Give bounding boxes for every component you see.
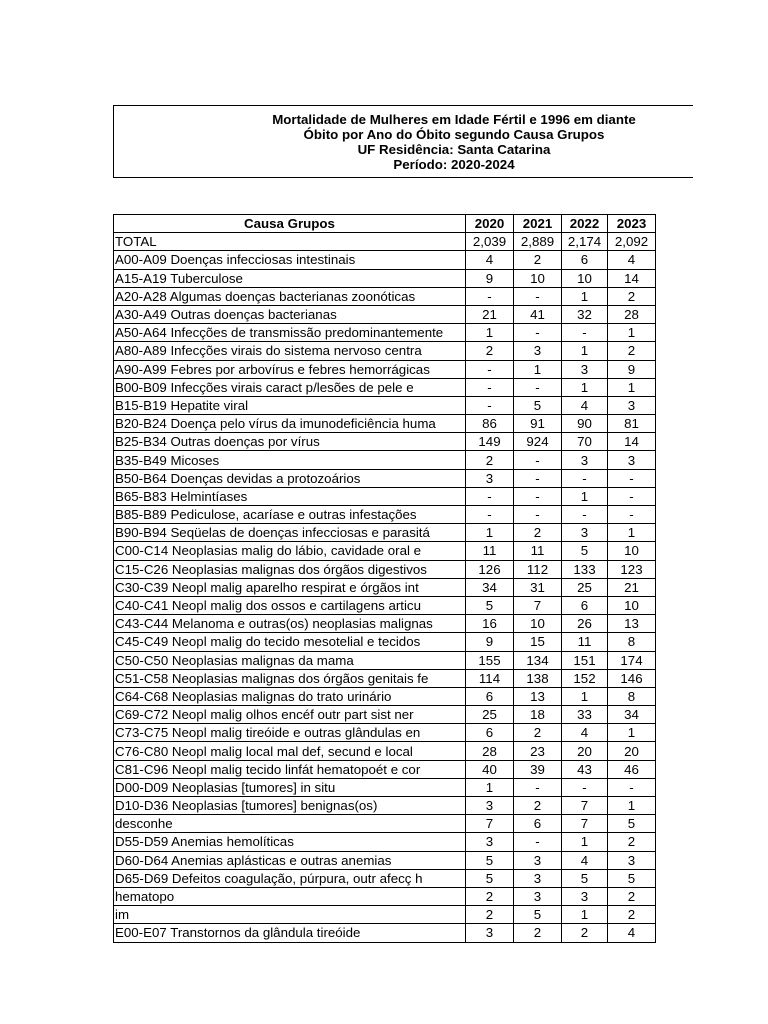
value-cell-2020: 6	[466, 724, 514, 742]
value-cell-2023: 46	[608, 760, 656, 778]
value-cell-2020: 2	[466, 887, 514, 905]
table-row	[114, 924, 656, 942]
value-cell-2022: 5	[562, 542, 608, 560]
cause-cell: B35-B49 Micoses	[114, 451, 466, 469]
value-cell-2023: 3	[608, 451, 656, 469]
value-cell-2022: 4	[562, 851, 608, 869]
value-cell-2022: 32	[562, 305, 608, 323]
cause-cell: C69-C72 Neopl malig olhos encéf outr part sist ner	[114, 706, 466, 724]
value-cell-2022: 2	[562, 924, 608, 942]
table-row	[114, 869, 656, 887]
cause-cell: C43-C44 Melanoma e outras(os) neoplasias malignas	[114, 615, 466, 633]
value-cell-2023: 2	[608, 887, 656, 905]
value-cell-2020: 155	[466, 651, 514, 669]
table-row	[114, 742, 656, 760]
table-row	[114, 760, 656, 778]
value-cell-2020: 1	[466, 524, 514, 542]
value-cell-2021: 13	[514, 687, 562, 705]
cause-cell: D00-D09 Neoplasias [tumores] in situ	[114, 778, 466, 796]
value-cell-2021: 3	[514, 851, 562, 869]
value-cell-2022: 3	[562, 524, 608, 542]
value-cell-2022: 1	[562, 833, 608, 851]
value-cell-2021: 11	[514, 542, 562, 560]
value-cell-2020: 2	[466, 906, 514, 924]
value-cell-2023: 10	[608, 542, 656, 560]
cause-cell: A00-A09 Doenças infecciosas intestinais	[114, 251, 466, 269]
table-row	[114, 887, 656, 905]
cause-cell: TOTAL	[114, 233, 466, 251]
table-row	[114, 651, 656, 669]
table-row	[114, 833, 656, 851]
column-header-cause: Causa Grupos	[114, 215, 466, 233]
table-row	[114, 233, 656, 251]
value-cell-2021: 1	[514, 360, 562, 378]
cause-cell: C76-C80 Neopl malig local mal def, secund e local	[114, 742, 466, 760]
table-row	[114, 778, 656, 796]
value-cell-2021: -	[514, 324, 562, 342]
value-cell-2022: 4	[562, 396, 608, 414]
value-cell-2023: -	[608, 487, 656, 505]
table-header-row	[114, 215, 656, 233]
value-cell-2020: 2,039	[466, 233, 514, 251]
value-cell-2022: 26	[562, 615, 608, 633]
cause-cell: D55-D59 Anemias hemolíticas	[114, 833, 466, 851]
table-row	[114, 687, 656, 705]
value-cell-2023: 2	[608, 833, 656, 851]
table-row	[114, 451, 656, 469]
cause-cell: B90-B94 Seqüelas de doenças infecciosas e parasitá	[114, 524, 466, 542]
value-cell-2022: 70	[562, 433, 608, 451]
value-cell-2021: 2	[514, 924, 562, 942]
value-cell-2023: 9	[608, 360, 656, 378]
value-cell-2020: -	[466, 396, 514, 414]
cause-cell: C64-C68 Neoplasias malignas do trato urinário	[114, 687, 466, 705]
table-row	[114, 906, 656, 924]
value-cell-2021: 18	[514, 706, 562, 724]
value-cell-2022: 3	[562, 887, 608, 905]
value-cell-2020: 1	[466, 324, 514, 342]
value-cell-2021: 2,889	[514, 233, 562, 251]
table-row	[114, 469, 656, 487]
value-cell-2021: 2	[514, 524, 562, 542]
value-cell-2022: 5	[562, 869, 608, 887]
value-cell-2021: 3	[514, 869, 562, 887]
value-cell-2022: 1	[562, 378, 608, 396]
value-cell-2021: 112	[514, 560, 562, 578]
value-cell-2020: 7	[466, 815, 514, 833]
value-cell-2021: 2	[514, 251, 562, 269]
value-cell-2023: 2	[608, 342, 656, 360]
table-row	[114, 324, 656, 342]
value-cell-2023: 81	[608, 415, 656, 433]
value-cell-2020: 5	[466, 851, 514, 869]
value-cell-2022: 6	[562, 596, 608, 614]
cause-cell: C15-C26 Neoplasias malignas dos órgãos digestivos	[114, 560, 466, 578]
value-cell-2020: -	[466, 487, 514, 505]
cause-cell: B15-B19 Hepatite viral	[114, 396, 466, 414]
cause-cell: D65-D69 Defeitos coagulação, púrpura, outr afecç h	[114, 869, 466, 887]
value-cell-2023: 8	[608, 687, 656, 705]
value-cell-2020: 34	[466, 578, 514, 596]
value-cell-2022: 7	[562, 815, 608, 833]
value-cell-2022: 10	[562, 269, 608, 287]
value-cell-2023: 1	[608, 324, 656, 342]
value-cell-2021: 10	[514, 615, 562, 633]
value-cell-2020: 21	[466, 305, 514, 323]
value-cell-2023: 1	[608, 524, 656, 542]
value-cell-2022: 1	[562, 687, 608, 705]
value-cell-2021: 134	[514, 651, 562, 669]
cause-cell: B50-B64 Doenças devidas a protozoários	[114, 469, 466, 487]
value-cell-2023: 123	[608, 560, 656, 578]
value-cell-2021: -	[514, 378, 562, 396]
cause-cell: A20-A28 Algumas doenças bacterianas zoonóticas	[114, 287, 466, 305]
value-cell-2023: 3	[608, 396, 656, 414]
value-cell-2023: 14	[608, 269, 656, 287]
value-cell-2023: -	[608, 778, 656, 796]
table-body	[114, 233, 656, 942]
value-cell-2022: 25	[562, 578, 608, 596]
value-cell-2021: 23	[514, 742, 562, 760]
value-cell-2020: 4	[466, 251, 514, 269]
cause-cell: A50-A64 Infecções de transmissão predominantemente	[114, 324, 466, 342]
value-cell-2020: -	[466, 506, 514, 524]
cause-cell: C73-C75 Neopl malig tireóide e outras glândulas en	[114, 724, 466, 742]
value-cell-2021: 5	[514, 396, 562, 414]
value-cell-2022: 151	[562, 651, 608, 669]
cause-cell: C81-C96 Neopl malig tecido linfát hematopoét e cor	[114, 760, 466, 778]
cause-cell: C51-C58 Neoplasias malignas dos órgãos genitais fe	[114, 669, 466, 687]
value-cell-2021: 91	[514, 415, 562, 433]
value-cell-2022: 7	[562, 797, 608, 815]
value-cell-2022: 152	[562, 669, 608, 687]
cause-cell: C45-C49 Neopl malig do tecido mesotelial e tecidos	[114, 633, 466, 651]
value-cell-2020: 25	[466, 706, 514, 724]
value-cell-2021: 3	[514, 887, 562, 905]
cause-cell: C00-C14 Neoplasias malig do lábio, cavidade oral e	[114, 542, 466, 560]
table-row	[114, 706, 656, 724]
value-cell-2020: 126	[466, 560, 514, 578]
table-row	[114, 487, 656, 505]
value-cell-2023: 5	[608, 869, 656, 887]
cause-cell: A90-A99 Febres por arbovírus e febres hemorrágicas	[114, 360, 466, 378]
report-subtitle: Óbito por Ano do Óbito segundo Causa Grupos	[303, 127, 605, 142]
value-cell-2023: 3	[608, 851, 656, 869]
value-cell-2023: 1	[608, 724, 656, 742]
value-cell-2021: 924	[514, 433, 562, 451]
value-cell-2020: 1	[466, 778, 514, 796]
value-cell-2020: -	[466, 287, 514, 305]
report-title: Mortalidade de Mulheres em Idade Fértil e 1996 em diante	[272, 112, 636, 127]
value-cell-2021: 3	[514, 342, 562, 360]
value-cell-2020: 5	[466, 596, 514, 614]
value-cell-2021: 15	[514, 633, 562, 651]
value-cell-2023: 4	[608, 251, 656, 269]
table-row	[114, 287, 656, 305]
table-row	[114, 669, 656, 687]
value-cell-2020: 40	[466, 760, 514, 778]
value-cell-2020: 149	[466, 433, 514, 451]
column-header-2020: 2020	[466, 215, 514, 233]
value-cell-2021: 39	[514, 760, 562, 778]
value-cell-2023: 20	[608, 742, 656, 760]
table-row	[114, 815, 656, 833]
table-row	[114, 633, 656, 651]
table-row	[114, 851, 656, 869]
value-cell-2022: 1	[562, 287, 608, 305]
value-cell-2020: 3	[466, 797, 514, 815]
table-row	[114, 305, 656, 323]
value-cell-2020: 6	[466, 687, 514, 705]
value-cell-2020: 2	[466, 342, 514, 360]
value-cell-2022: 6	[562, 251, 608, 269]
value-cell-2023: 1	[608, 797, 656, 815]
value-cell-2022: 4	[562, 724, 608, 742]
table-row	[114, 342, 656, 360]
value-cell-2022: 20	[562, 742, 608, 760]
table-row	[114, 560, 656, 578]
value-cell-2020: 9	[466, 633, 514, 651]
cause-cell: D10-D36 Neoplasias [tumores] benignas(os)	[114, 797, 466, 815]
cause-cell: D60-D64 Anemias aplásticas e outras anemias	[114, 851, 466, 869]
cause-cell: C30-C39 Neopl malig aparelho respirat e órgãos int	[114, 578, 466, 596]
value-cell-2022: -	[562, 324, 608, 342]
table-row	[114, 378, 656, 396]
table-row	[114, 433, 656, 451]
value-cell-2021: 31	[514, 578, 562, 596]
value-cell-2022: 2,174	[562, 233, 608, 251]
value-cell-2022: 3	[562, 360, 608, 378]
value-cell-2022: 33	[562, 706, 608, 724]
value-cell-2021: -	[514, 487, 562, 505]
value-cell-2021: -	[514, 287, 562, 305]
value-cell-2023: 8	[608, 633, 656, 651]
value-cell-2021: 41	[514, 305, 562, 323]
column-header-2021: 2021	[514, 215, 562, 233]
cause-cell: A15-A19 Tuberculose	[114, 269, 466, 287]
value-cell-2022: 90	[562, 415, 608, 433]
value-cell-2023: 28	[608, 305, 656, 323]
value-cell-2022: 11	[562, 633, 608, 651]
cause-cell: B85-B89 Pediculose, acaríase e outras infestações	[114, 506, 466, 524]
value-cell-2023: 5	[608, 815, 656, 833]
value-cell-2020: 114	[466, 669, 514, 687]
value-cell-2020: 9	[466, 269, 514, 287]
report-header	[113, 105, 693, 178]
table-row	[114, 596, 656, 614]
value-cell-2020: -	[466, 378, 514, 396]
value-cell-2020: 3	[466, 924, 514, 942]
value-cell-2021: -	[514, 778, 562, 796]
value-cell-2021: 2	[514, 797, 562, 815]
value-cell-2021: 10	[514, 269, 562, 287]
value-cell-2023: -	[608, 469, 656, 487]
value-cell-2020: 3	[466, 469, 514, 487]
cause-cell: hematopo	[114, 887, 466, 905]
value-cell-2022: 1	[562, 342, 608, 360]
value-cell-2023: -	[608, 506, 656, 524]
cause-cell: A30-A49 Outras doenças bacterianas	[114, 305, 466, 323]
cause-cell: B25-B34 Outras doenças por vírus	[114, 433, 466, 451]
value-cell-2021: 7	[514, 596, 562, 614]
cause-cell: E00-E07 Transtornos da glândula tireóide	[114, 924, 466, 942]
value-cell-2020: 28	[466, 742, 514, 760]
value-cell-2023: 21	[608, 578, 656, 596]
value-cell-2023: 14	[608, 433, 656, 451]
cause-cell: C50-C50 Neoplasias malignas da mama	[114, 651, 466, 669]
cause-cell: desconhe	[114, 815, 466, 833]
table-row	[114, 415, 656, 433]
cause-cell: B00-B09 Infecções virais caract p/lesões de pele e	[114, 378, 466, 396]
value-cell-2022: -	[562, 469, 608, 487]
cause-cell: im	[114, 906, 466, 924]
value-cell-2023: 34	[608, 706, 656, 724]
cause-cell: A80-A89 Infecções virais do sistema nervoso centra	[114, 342, 466, 360]
value-cell-2021: 6	[514, 815, 562, 833]
value-cell-2023: 4	[608, 924, 656, 942]
value-cell-2023: 174	[608, 651, 656, 669]
table-row	[114, 506, 656, 524]
value-cell-2022: 3	[562, 451, 608, 469]
table-row	[114, 269, 656, 287]
table-row	[114, 542, 656, 560]
value-cell-2023: 10	[608, 596, 656, 614]
value-cell-2021: -	[514, 469, 562, 487]
table-row	[114, 797, 656, 815]
table-row	[114, 524, 656, 542]
value-cell-2020: 16	[466, 615, 514, 633]
value-cell-2021: -	[514, 833, 562, 851]
value-cell-2021: 138	[514, 669, 562, 687]
cause-cell: C40-C41 Neopl malig dos ossos e cartilagens articu	[114, 596, 466, 614]
value-cell-2023: 2,092	[608, 233, 656, 251]
table-row	[114, 615, 656, 633]
value-cell-2022: 133	[562, 560, 608, 578]
column-header-2023: 2023	[608, 215, 656, 233]
value-cell-2023: 13	[608, 615, 656, 633]
value-cell-2023: 1	[608, 378, 656, 396]
report-period: Período: 2020-2024	[393, 157, 515, 172]
value-cell-2021: 5	[514, 906, 562, 924]
value-cell-2020: 3	[466, 833, 514, 851]
value-cell-2022: 1	[562, 906, 608, 924]
value-cell-2023: 146	[608, 669, 656, 687]
value-cell-2020: 5	[466, 869, 514, 887]
value-cell-2022: -	[562, 506, 608, 524]
value-cell-2020: -	[466, 360, 514, 378]
mortality-table	[113, 214, 656, 943]
value-cell-2022: -	[562, 778, 608, 796]
table-row	[114, 578, 656, 596]
cause-cell: B20-B24 Doença pelo vírus da imunodeficiência huma	[114, 415, 466, 433]
value-cell-2023: 2	[608, 906, 656, 924]
value-cell-2022: 43	[562, 760, 608, 778]
table-row	[114, 724, 656, 742]
table-row	[114, 396, 656, 414]
table-row	[114, 360, 656, 378]
cause-cell: B65-B83 Helmintíases	[114, 487, 466, 505]
value-cell-2020: 11	[466, 542, 514, 560]
value-cell-2020: 2	[466, 451, 514, 469]
report-region: UF Residência: Santa Catarina	[357, 142, 551, 157]
value-cell-2021: -	[514, 506, 562, 524]
value-cell-2023: 2	[608, 287, 656, 305]
value-cell-2022: 1	[562, 487, 608, 505]
value-cell-2020: 86	[466, 415, 514, 433]
column-header-2022: 2022	[562, 215, 608, 233]
table-row	[114, 251, 656, 269]
value-cell-2021: -	[514, 451, 562, 469]
value-cell-2021: 2	[514, 724, 562, 742]
